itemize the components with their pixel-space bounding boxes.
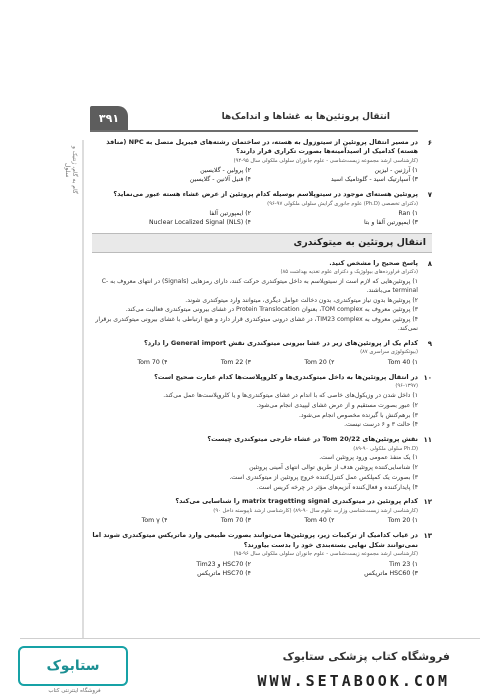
option: ۴) Tom 70: [137, 358, 168, 366]
answer-line: ۳) پروتئین معروف به TOM complex، بعنوان Protein Translocation در غشای بیرونی میتوکندری فعالیت می‌کند.: [125, 306, 418, 314]
answer-line: ۱) پروتئین‌هایی که لازم است از سیتوپلاسم به داخل میتوکندری حرکت کنند، دارای رمزهایی (Signals) در انتهای معروف به C-terminal می‌باشند.: [101, 277, 418, 294]
question-12: [92, 497, 432, 526]
page-content: [92, 138, 432, 584]
question-13: [92, 531, 432, 578]
option: ۴) فنیل آلانین - گلایسین: [189, 176, 251, 184]
question-number: ۱۱: [423, 436, 432, 445]
shop-name: فروشگاه کتاب پزشکی ستابوک: [282, 650, 450, 663]
option: ۳) Tom 22: [220, 358, 251, 366]
question-text: پاسخ صحیح را مشخص کنید.: [329, 259, 418, 268]
option: ۳) HSC60 ماتریکس: [364, 569, 418, 577]
option: ۴) HSC70 ماتریکس: [197, 569, 251, 577]
option: ۴) Tom γ: [141, 517, 168, 525]
answer-line: ۲) شناسایی‌کننده پروتئین هدف از طریق توالی انتهای آمینی پروتئین: [249, 463, 418, 471]
question-source: (کارشناسی ارشد مجموعه زیست‌شناسی - علوم جانوران سلولی ملکولی سال ۹۵-۹۴): [233, 157, 418, 164]
question-text: کدام یک از پروتئین‌های زیر در غشا بیرونی میتوکندری نقش General import را دارد؟: [143, 338, 418, 347]
question-number: ۹: [427, 339, 432, 348]
question-text: در انتقال پروتئین‌ها به داخل میتوکندری‌ها و کلروپلاست‌ها کدام عبارت صحیح است؟: [154, 372, 418, 381]
option: ۳) آسپارتیک اسید - گلوتامیک اسید: [330, 176, 418, 184]
question-number: ۱۲: [423, 498, 432, 507]
side-strip: [82, 140, 84, 660]
option: ۱) Tom 20: [387, 517, 418, 525]
options-grid: [92, 167, 418, 185]
question-11: [92, 435, 432, 492]
footer-divider: [20, 638, 480, 639]
question-number: ۱۰: [423, 373, 432, 382]
option: ۱) Tom 40: [387, 358, 418, 366]
question-number: ۸: [427, 260, 432, 269]
chapter-title: انتقال پروتئین‌ها به غشاها و اندامک‌ها: [221, 112, 390, 122]
question-source: (کارشناسی ارشد زیست‌شناسی وزارت علوم سال ۹۰-۸۹) (کارشناسی ارشد ناپیوسته داخل ۹۰): [213, 507, 418, 514]
options-grid: [92, 517, 418, 526]
section-title: انتقال پروتئین به میتوکندری: [92, 233, 432, 253]
side-tab-label: گام به گام، ژنتیک و سلول: [64, 146, 78, 194]
setabook-logo: ستابوک: [18, 646, 128, 686]
footer: [0, 638, 500, 700]
question-8: [92, 259, 432, 334]
question-10: [92, 373, 432, 430]
answer-line: ۲) پروتئین‌ها بدون نیاز میتوکندری، بدون دخالت عوامل دیگری، میتوانند وارد میتوکندری شوند.: [185, 296, 418, 304]
option: ۱) Ran: [398, 210, 418, 218]
question-source: (Ph.D سلولی ملکولی ۹۰-۸۹): [353, 445, 418, 452]
option: ۳) ایمپورتین آلفا و بتا: [363, 219, 418, 227]
answer-line: ۴) پایدارکننده و فعال‌کننده آنزیم‌های مؤثر در چرخه کریس است.: [256, 483, 418, 491]
answer-line: ۳) بصورت یک کمپلکس عمل کنترل‌کننده خروج پروتئین از میتوکندری است.: [229, 473, 418, 481]
answer-line: ۱) داخل شدن در وزیکول‌های خاصی که با اندام در غشای میتوکندری‌ها و یا کلروپلاست‌ها عمل می‌کند.: [163, 391, 418, 399]
options-grid: [92, 210, 418, 228]
answer-line: ۴) پروتئین معروف به TIM23 complex، در غشای درونی میتوکندری قرار دارد و هیچ ارتباطی با غشای بیرونی میتوکندری برقرار نمی‌کند.: [95, 316, 418, 333]
question-text: کدام پروتئین در میتوکندری matrix tragetting signal را شناسایی می‌کند؟: [175, 497, 418, 506]
question-text: در مسیر انتقال پروتئین از سیتوزول به هسته، در ساختمان رشته‌های فیبریل متصل به NPC (منافذ هسته) کدامیک از اسیدآمینه‌ها بصورت تکراری قرار دارند؟: [106, 138, 418, 156]
option: ۱) آرژنین - لیزین: [374, 167, 418, 175]
options-grid: [92, 359, 418, 368]
option: ۲) پرولین - گلایسین: [200, 167, 251, 175]
answer-line: ۲) عبور بصورت مستقیم و از عرض غشای لیپیدی انجام می‌شود.: [256, 401, 418, 409]
question-source: (۹۶-۱۳۹۷): [395, 383, 418, 390]
question-text: در غیاب کدامیک از ترکیبات زیر، پروتئین‌ها می‌توانند بصورت طبیعی وارد ماتریکس میتوکندری شوند اما نمی‌توانند شکل نهایی بسته‌بندی خود را بدست بیاورند؟: [92, 531, 418, 549]
option: ۲) HSC70 و Tim23: [196, 560, 251, 568]
answer-line: ۴) حالت ۳ و ۶ درست نیست.: [344, 421, 418, 429]
option: ۲) ایمپورتین آلفا: [209, 210, 251, 218]
shop-url[interactable]: WWW.SETABOOK.COM: [257, 672, 450, 690]
option: ۴) Nuclear Localized Signal (NLS): [148, 219, 251, 227]
question-6: [92, 138, 432, 185]
question-source: (دکترای فراورده‌های بیولوژیک و دکترای علوم تغذیه بهداشت ۸۵): [280, 269, 418, 276]
question-7: [92, 190, 432, 228]
option: ۳) Tom 70: [220, 517, 251, 525]
answer-line: ۳) برهم‌کنش با گیرنده مخصوص انجام می‌شود.: [298, 411, 418, 419]
options-grid: [92, 561, 418, 579]
question-source: (بیوتکنولوژی سراسری ۸۷): [360, 349, 418, 356]
question-number: ۱۳: [423, 532, 432, 541]
question-source: (کارشناسی ارشد مجموعه زیست‌شناسی - علوم جانوران سلولی ملکولی سال ۹۶-۹۵): [233, 551, 418, 558]
question-9: [92, 339, 432, 368]
page-number: ۳۹۱: [90, 106, 128, 130]
answer-line: ۱) یک منفذ عمومی ورود پروتئین است.: [319, 454, 418, 462]
question-number: ۷: [427, 191, 432, 200]
option: ۱) Tim 23: [389, 560, 418, 568]
question-text: نقش پروتئین‌های Tom 20/22 در غشاء خارجی میتوکندری چیست؟: [207, 435, 418, 444]
question-number: ۶: [427, 139, 432, 147]
option: ۲) Tom 40: [304, 517, 335, 525]
question-source: (دکترای تخصصی (Ph.D) علوم جانوری گرایش سلولی ملکولی ۹۷-۹۶): [267, 200, 418, 207]
option: ۲) Tom 20: [304, 358, 335, 366]
question-text: پروتئین هسته‌ای موجود در سیتوپلاسم بوسیله کدام پروتئین از عرض غشاء هسته عبور می‌نماید؟: [113, 190, 418, 199]
logo-subtitle: فروشگاه اینترنتی کتاب: [48, 688, 101, 694]
